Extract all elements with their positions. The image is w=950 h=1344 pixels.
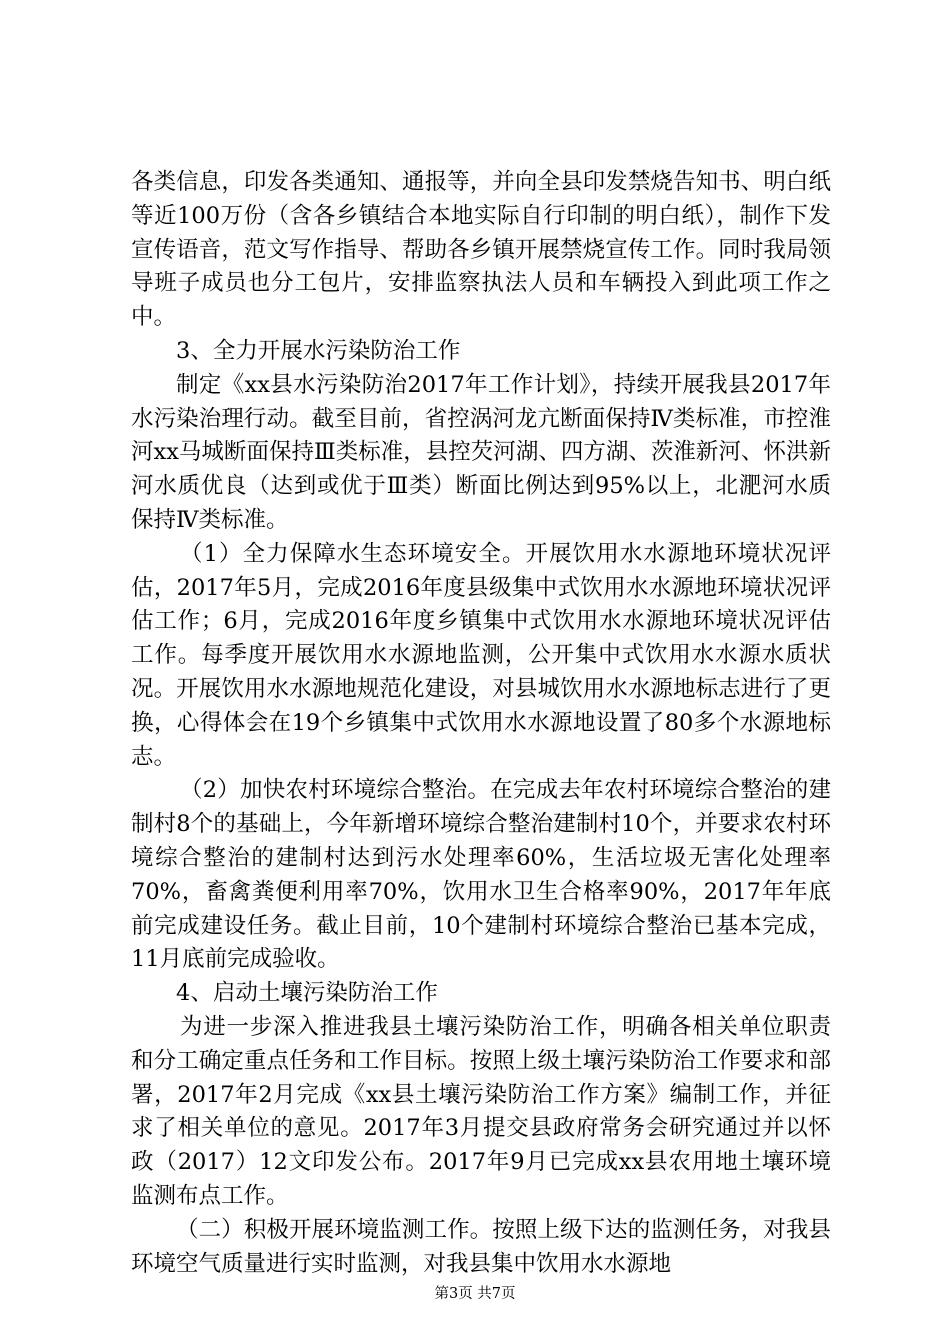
- paragraph-monitoring: （二）积极开展环境监测工作。按照上级下达的监测任务，对我县环境空气质量进行实时监测，对我县集中饮用水水源地: [131, 1216, 831, 1277]
- paragraph-water-ecology: （1）全力保障水生态环境安全。开展饮用水水源地环境状况评估，2017年5月，完成2016年度县级集中式饮用水水源地环境状况评估工作；6月，完成2016年度乡镇集中式饮用水水源地环境状况评估工作。每季度开展饮用水水源地监测，公开集中式饮用水水源水质状况。开展饮用水水源地规范化建设，对县城饮用水水源地标志进行了更换，心得体会在19个乡镇集中式饮用水水源地设置了80多个水源地标志。: [131, 540, 831, 770]
- paragraph-water-plan: 制定《xx县水污染防治2017年工作计划》，持续开展我县2017年水污染治理行动。截至目前，省控涡河龙亢断面保持Ⅳ类标准，市控淮河xx马城断面保持Ⅲ类标准，县控芡河湖、四方湖、茨淮新河、怀洪新河水质优良（达到或优于Ⅲ类）断面比例达到95%以上，北淝河水质保持Ⅳ类标准。: [131, 371, 831, 533]
- document-body: [131, 166, 831, 1281]
- paragraph-rural-environment: （2）加快农村环境综合整治。在完成去年农村环境综合整治的建制村8个的基础上，今年新增环境综合整治建制村10个，并要求农村环境综合整治的建制村达到污水处理率60%，生活垃圾无害化处理率70%，畜禽粪便利用率70%，饮用水卫生合格率90%，2017年年底前完成建设任务。截止目前，10个建制村环境综合整治已基本完成，11月底前完成验收。: [131, 777, 831, 973]
- paragraph-continued: 各类信息，印发各类通知、通报等，并向全县印发禁烧告知书、明白纸等近100万份（含各乡镇结合本地实际自行印制的明白纸），制作下发宣传语音，范文写作指导、帮助各乡镇开展禁烧宣传工作。同时我局领导班子成员也分工包片，安排监察执法人员和车辆投入到此项工作之中。: [131, 169, 831, 331]
- section-heading-water-pollution: 3、全力开展水污染防治工作: [176, 337, 461, 364]
- paragraph-soil-plan: 为进一步深入推进我县土壤污染防治工作，明确各相关单位职责和分工确定重点任务和工作目标。按照上级土壤污染防治工作要求和部署，2017年2月完成《xx县土壤污染防治工作方案》编制工作，并征求了相关单位的意见。2017年3月提交县政府常务会研究通过并以怀政（2017）12文印发公布。2017年9月已完成xx县农用地土壤环境监测布点工作。: [131, 1013, 831, 1209]
- section-heading-soil-pollution: 4、启动土壤污染防治工作: [176, 980, 438, 1007]
- page-number: 第3页 共7页: [434, 1286, 516, 1302]
